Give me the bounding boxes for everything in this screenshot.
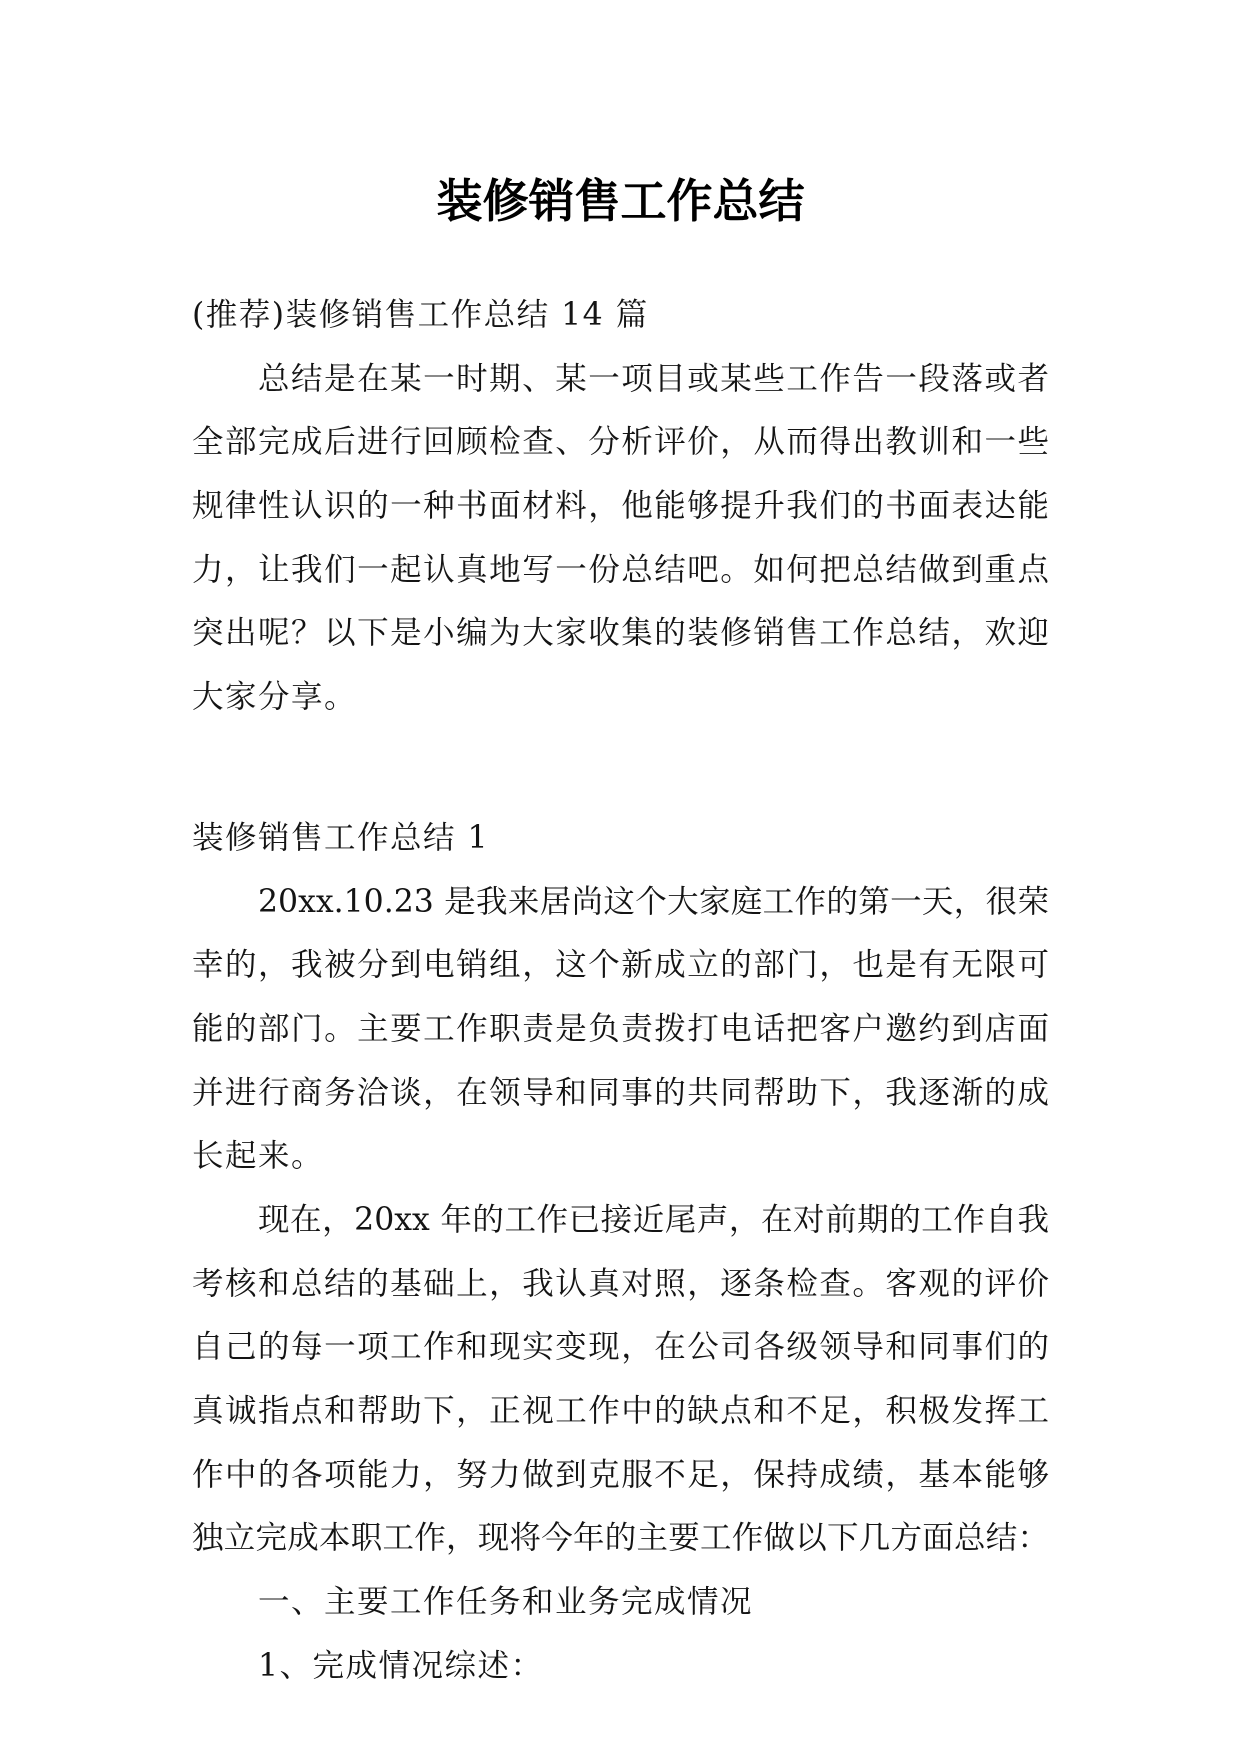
paragraph-line: 规律性认识的一种书面材料，他能够提升我们的书面表达能 (192, 488, 1049, 525)
paragraph-line: 考核和总结的基础上，我认真对照，逐条检查。客观的评价 (192, 1265, 1049, 1302)
list-item-line: 1、完成情况综述： (258, 1647, 544, 1684)
paragraph-line: 力，让我们一起认真地写一份总结吧。如何把总结做到重点 (192, 551, 1049, 588)
document-title: 装修销售工作总结 (436, 174, 805, 228)
section-paragraph (192, 1189, 1049, 1571)
paragraph-line: 真诚指点和帮助下，正视工作中的缺点和不足，积极发挥工 (192, 1393, 1049, 1430)
paragraph-line: 自己的每一项工作和现实变现，在公司各级领导和同事们的 (192, 1329, 1049, 1366)
paragraph-line: 大家分享。 (192, 679, 358, 716)
paragraph-line: 20xx.10.23 是我来居尚这个大家庭工作的第一天，很荣 (258, 883, 1049, 920)
paragraph-line: 长起来。 (192, 1138, 325, 1175)
section-paragraph (192, 871, 1049, 1189)
paragraph-line: 突出呢？以下是小编为大家收集的装修销售工作总结，欢迎 (192, 615, 1049, 652)
paragraph-line: 幸的，我被分到电销组，这个新成立的部门，也是有无限可 (192, 947, 1049, 984)
paragraph-line: 能的部门。主要工作职责是负责拨打电话把客户邀约到店面 (192, 1010, 1049, 1047)
subsection-heading (192, 1571, 1049, 1635)
document-heading: (推荐)装修销售工作总结 14 篇 (192, 297, 649, 333)
paragraph-line: 全部完成后进行回顾检查、分析评价，从而得出教训和一些 (192, 424, 1049, 461)
paragraph-line: 并进行商务洽谈，在领导和同事的共同帮助下，我逐渐的成 (192, 1074, 1049, 1111)
paragraph-line: 独立完成本职工作，现将今年的主要工作做以下几方面总结： (192, 1520, 1049, 1557)
paragraph-line: 作中的各项能力，努力做到克服不足，保持成绩，基本能够 (192, 1456, 1049, 1493)
subsection-heading-line: 一、主要工作任务和业务完成情况 (258, 1584, 754, 1621)
intro-paragraph (192, 348, 1049, 730)
paragraph-line: 总结是在某一时期、某一项目或某些工作告一段落或者 (258, 360, 1049, 397)
paragraph-line: 现在，20xx 年的工作已接近尾声，在对前期的工作自我 (258, 1202, 1049, 1239)
document-body (192, 284, 1049, 1699)
section-title: 装修销售工作总结 1 (192, 819, 490, 856)
list-item (192, 1635, 1049, 1699)
